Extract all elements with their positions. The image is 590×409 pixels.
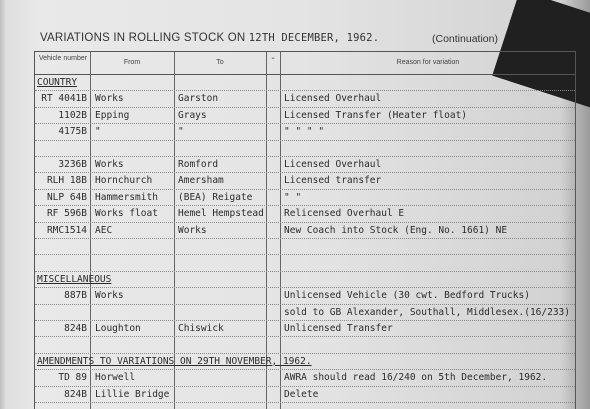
continuation-label: (Continuation): [432, 33, 498, 45]
cell-to: Romford: [178, 159, 219, 170]
page-title: [40, 32, 379, 44]
cell-from: Works float: [95, 208, 158, 220]
cell-reason: New Coach into Stock (Eng. No. 1661) NE: [284, 224, 508, 236]
cell-from: Lillie Bridge: [95, 388, 170, 400]
cell-to: Hemel Hempstead: [178, 208, 264, 220]
table-header: [35, 52, 575, 75]
cell-reason: Unlicensed Transfer: [284, 323, 393, 334]
table-row: [35, 190, 575, 206]
cell-reason: " ": [284, 191, 302, 203]
cell-reason: Licensed Transfer (Heater float): [284, 109, 468, 121]
table-row: [35, 141, 575, 157]
cell-vehicle: 824B: [64, 388, 87, 400]
cell-to: Chiswick: [178, 323, 224, 334]
cell-vehicle: TD 89: [58, 372, 87, 384]
header-reason: Reason for variation: [396, 59, 460, 66]
section-row: [35, 354, 575, 370]
title-text: VARIATIONS IN ROLLING STOCK ON: [40, 32, 246, 44]
table-row: [35, 255, 575, 271]
cell-reason: Relicensed Overhaul E: [284, 208, 405, 220]
cell-reason: Delete: [284, 388, 319, 400]
section-heading: COUNTRY: [37, 77, 78, 88]
cell-from: Hammersmith: [95, 191, 158, 203]
cell-vehicle: RT 4041B: [41, 93, 87, 105]
table-row: [35, 223, 575, 239]
cell-to: (BEA) Reigate: [178, 191, 253, 203]
table-row: [35, 288, 575, 304]
cell-reason: Licensed Overhaul: [284, 93, 382, 105]
cell-reason: Licensed transfer: [284, 175, 382, 187]
section-heading: AMENDMENTS TO VARIATIONS ON 29TH NOVEMBER, 1962.: [37, 355, 312, 367]
cell-to: Amersham: [178, 175, 224, 187]
table-row: [35, 239, 575, 255]
cell-reason: sold to GB Alexander, Southall, Middlesex.(16/233): [284, 306, 570, 318]
header-vehicle: Vehicle number: [38, 55, 88, 62]
table-row: [35, 157, 575, 173]
cell-reason: Licensed Overhaul: [284, 159, 382, 170]
cell-from: Epping: [95, 109, 130, 121]
section-row: [35, 75, 575, 91]
cell-to: Garston: [178, 93, 219, 105]
cell-vehicle: NLP 64B: [46, 191, 87, 203]
table-row: [35, 173, 575, 189]
table-row: [35, 91, 575, 107]
cell-vehicle: 1102B: [58, 109, 87, 121]
table-row: [35, 206, 575, 222]
header-from: From: [123, 59, 141, 66]
cell-to: Grays: [178, 109, 207, 121]
header-to: To: [216, 59, 224, 66]
cell-from: Works: [95, 159, 124, 170]
cell-reason: AWRA should read 16/240 on 5th December, 1962.: [284, 372, 548, 384]
table-row: [35, 321, 575, 337]
cell-reason: Unlicensed Vehicle (30 cwt. Bedford Trucks): [284, 290, 530, 302]
cell-to: ": [178, 126, 184, 138]
cell-vehicle: RLH 18B: [46, 175, 87, 187]
table-row: [35, 387, 575, 403]
cell-vehicle: 3236B: [58, 159, 87, 170]
cell-reason: " " " ": [284, 126, 325, 138]
table-row: [35, 124, 575, 140]
cell-from: Works: [95, 290, 124, 302]
document-sheet: [12, 22, 578, 409]
table-row: [35, 337, 575, 353]
cell-from: Horwell: [95, 372, 136, 384]
cell-from: Hornchurch: [95, 175, 153, 187]
header-dash: -: [271, 53, 275, 64]
cell-from: ": [95, 126, 101, 138]
cell-vehicle: RMC1514: [46, 224, 87, 236]
cell-to: Works: [178, 224, 207, 236]
table-row: [35, 370, 575, 386]
variations-table: [34, 51, 576, 409]
cell-from: Loughton: [95, 323, 141, 334]
table-row: [35, 305, 575, 321]
cell-from: AEC: [95, 224, 113, 236]
title-date: 12TH DECEMBER, 1962.: [248, 32, 380, 44]
cell-vehicle: 887B: [64, 290, 87, 302]
cell-vehicle: 824B: [64, 323, 87, 334]
section-heading: MISCELLANEOUS: [37, 273, 112, 285]
section-row: [35, 272, 575, 288]
cell-vehicle: 4175B: [58, 126, 87, 138]
cell-vehicle: RF 596B: [46, 208, 87, 220]
cell-from: Works: [95, 93, 124, 105]
table-row: [35, 108, 575, 124]
